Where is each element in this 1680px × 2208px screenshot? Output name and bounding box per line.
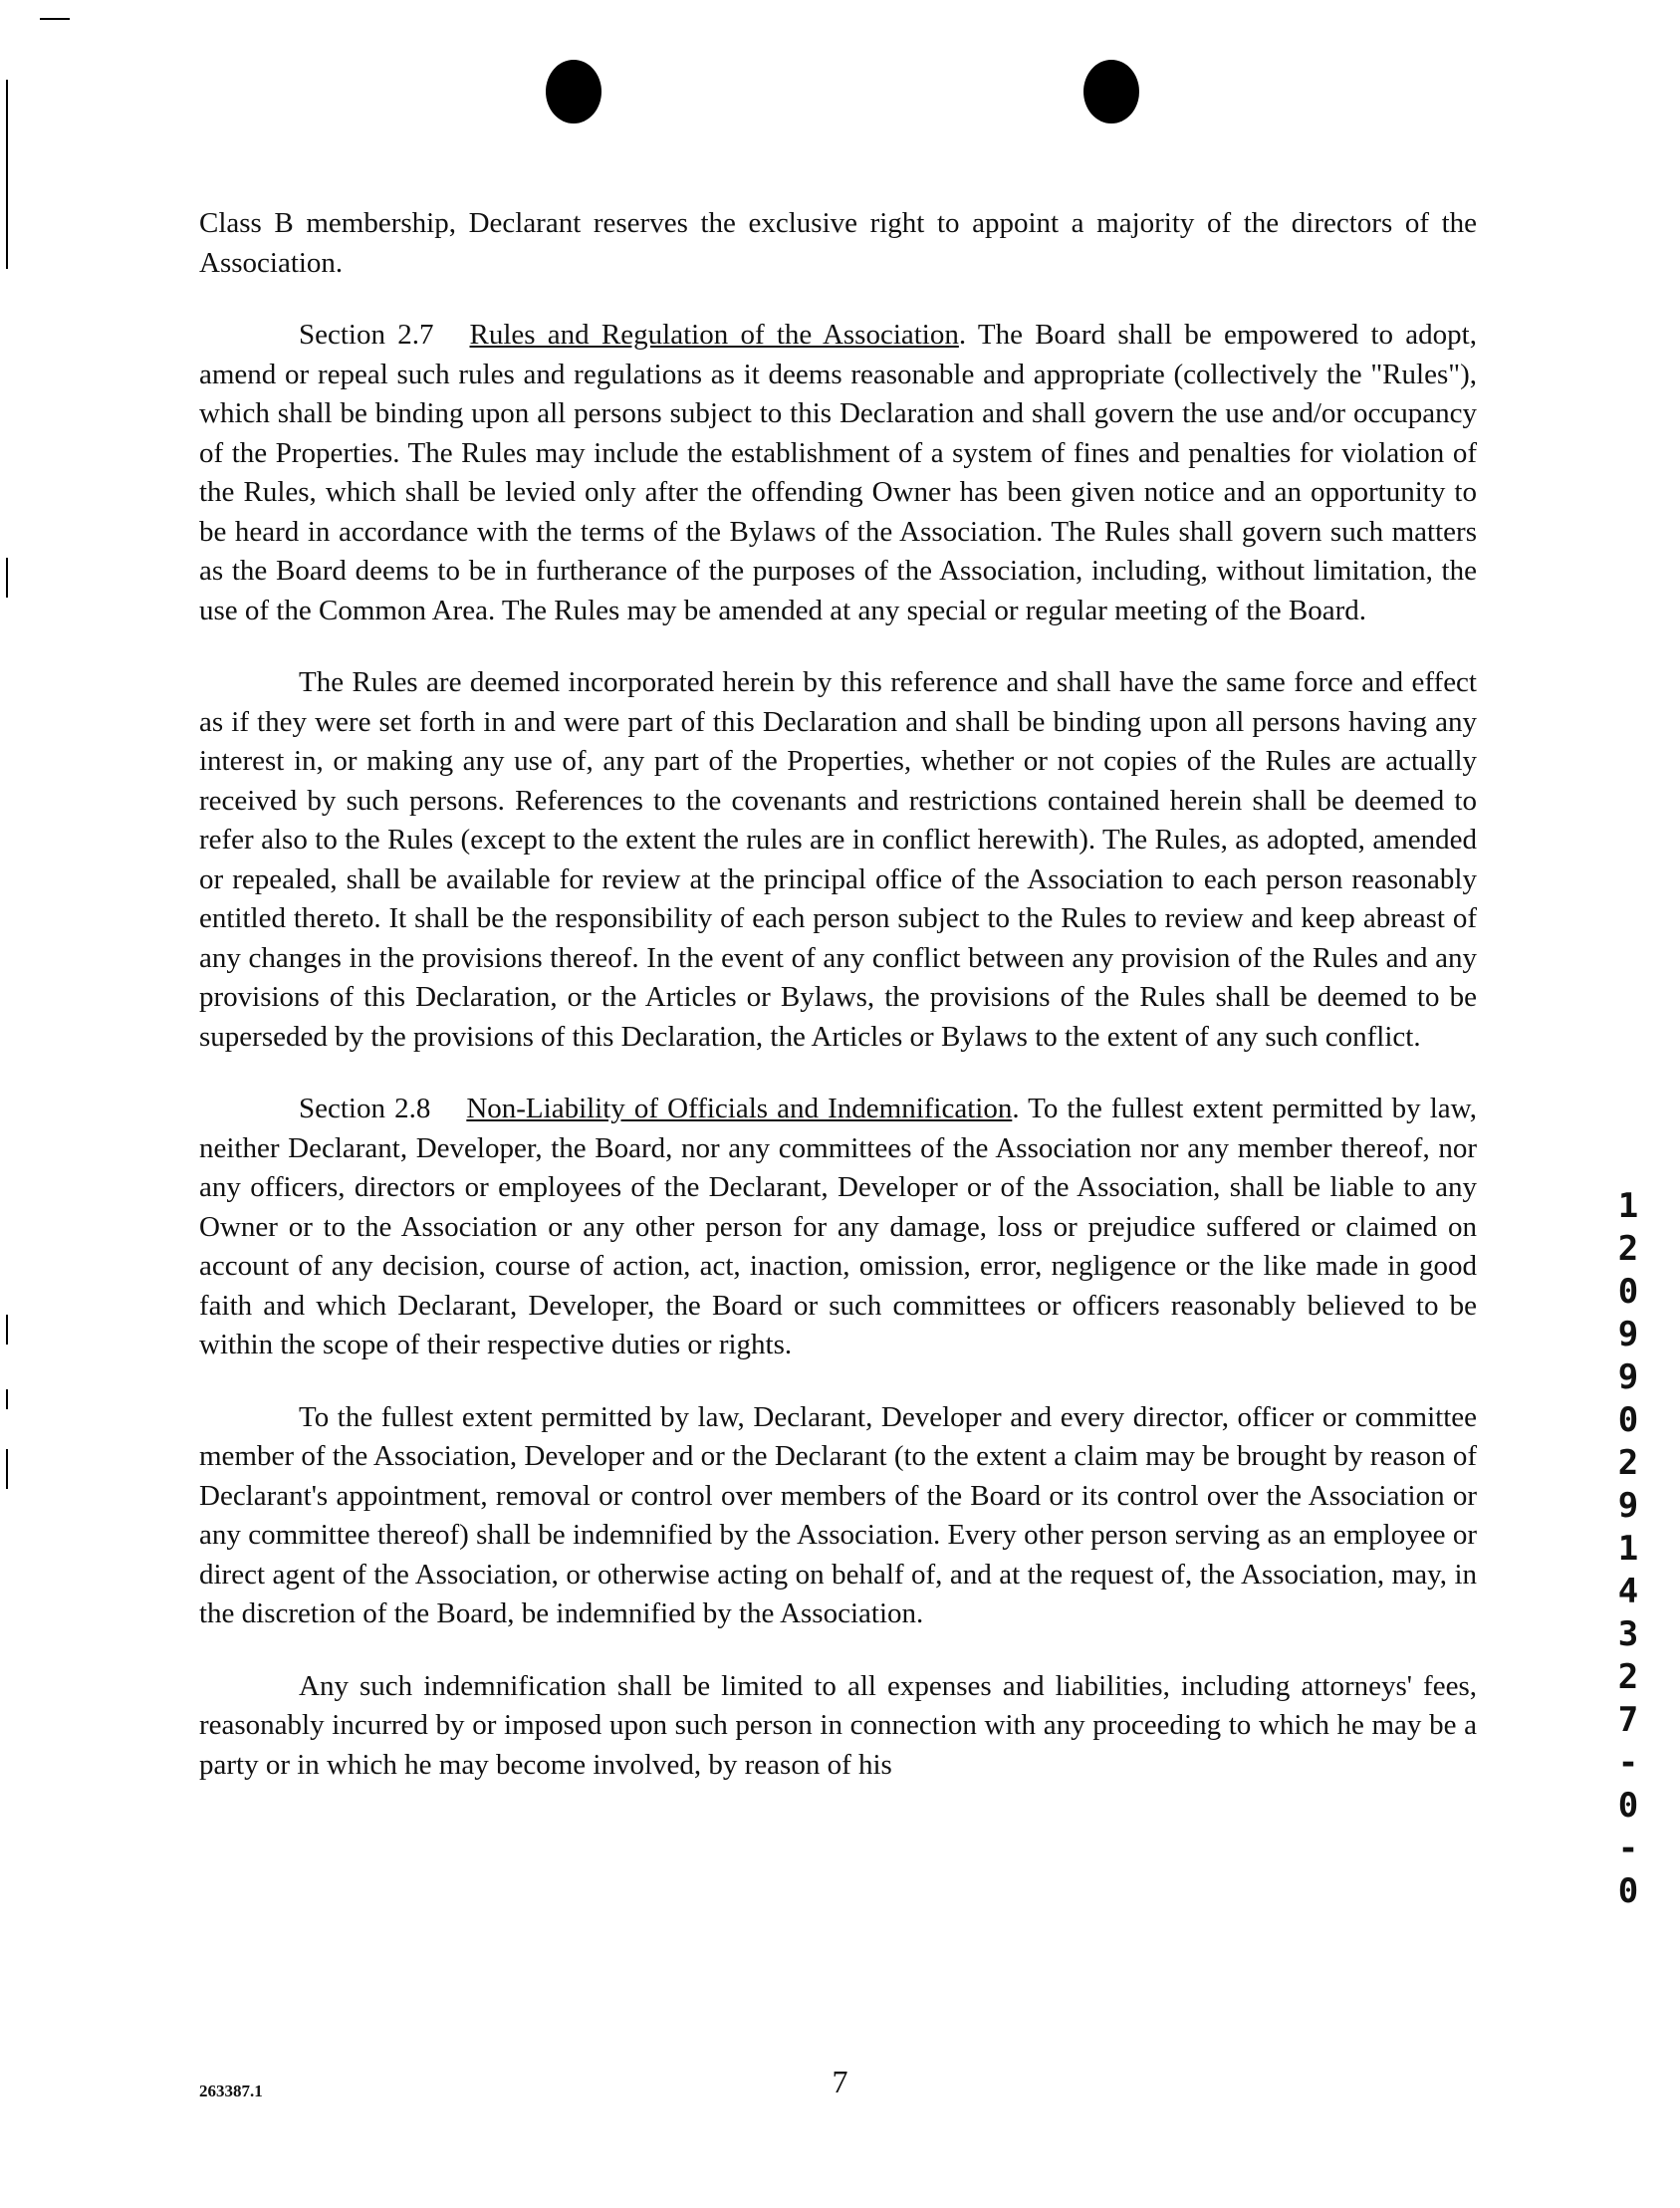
section-2-7-title: Rules and Regulation of the Association [469, 319, 959, 351]
scan-edge-mark [6, 558, 8, 598]
document-body [199, 204, 1477, 1785]
punch-hole-right [1083, 60, 1139, 123]
page-number: 7 [832, 2064, 848, 2099]
section-2-8-paragraph [199, 1090, 1477, 1365]
limitation-paragraph: Any such indemnification shall be limited to all expenses and liabilities, including attorneys' fees, reasonably incurred by or imposed upon such person in connection with any proceeding to which he may be a party or in which he may become involved, by reason of his [199, 1669, 1477, 1781]
section-2-7-body: . The Board shall be empowered to adopt, amend or repeal such rules and regulations as it deems reasonable and appropriate (collectively the "Rules"), which shall be binding upon all persons subject to this Declaration and shall govern the use and/or occupancy of the Properties. The Rules may include the establishment of a system of fines and penalties for violation of the Rules, which shall be levied only after the offending Owner has been given notice and an opportunity to be heard in accordance with the terms of the Bylaws of the Association. The Rules shall govern such matters as the Board deems to be in furtherance of the purposes of the Association, including, without limitation, the use of the Common Area. The Rules may be amended at any special or regular meeting of the Board. [199, 319, 1477, 626]
scan-edge-mark [6, 80, 8, 269]
section-2-8-title: Non-Liability of Officials and Indemnification [466, 1093, 1013, 1124]
scan-edge-mark [6, 1449, 8, 1489]
scan-edge-mark [6, 1389, 8, 1409]
scan-mark [40, 18, 70, 20]
document-id: 263387.1 [199, 2082, 263, 2100]
section-2-7-paragraph [199, 316, 1477, 630]
rules-paragraph: The Rules are deemed incorporated herein by this reference and shall have the same force and effect as if they were set forth in and were part of this Declaration and shall be binding upon all persons having any interest in, or making any use of, any part of the Properties, whether or not copies of the Rules are actually received by such persons. References to the covenants and restrictions contained herein shall be deemed to refer also to the Rules (except to the extent the rules are in conflict herewith). The Rules, as adopted, amended or repealed, shall be available for review at the principal office of the Association to each person reasonably entitled thereto. It shall be the responsibility of each person subject to the Rules to review and keep abreast of any changes in the provisions thereof. In the event of any conflict between any provision of the Rules and any provisions of this Declaration, or the Articles or Bylaws, the provisions of the Rules shall be deemed to be superseded by the provisions of this Declaration, the Articles or Bylaws to the extent of any such conflict. [199, 666, 1477, 1053]
section-2-8-number: Section 2.8 [299, 1093, 431, 1124]
opening-paragraph: Class B membership, Declarant reserves the exclusive right to appoint a majority of the directors of the Association. [199, 207, 1477, 279]
section-2-7-number: Section 2.7 [299, 319, 434, 351]
punch-hole-left [546, 60, 601, 123]
indemnification-paragraph: To the fullest extent permitted by law, Declarant, Developer and every director, officer or committee member of the Association, Developer and or the Declarant (to the extent a claim may be brought by reason of Declarant's appointment, removal or control over members of the Board or its control over the Association or any committee thereof) shall be indemnified by the Association. Every other person serving as an employee or direct agent of the Association, or otherwise acting on behalf of, and at the request of, the Association, may, in the discretion of the Board, be indemnified by the Association. [199, 1400, 1477, 1629]
margin-recording-number: 1209902914327-0-0 [1617, 1186, 1639, 1911]
scan-edge-mark [6, 1315, 8, 1345]
section-2-8-body: . To the fullest extent permitted by law, neither Declarant, Developer, the Board, nor any committees of the Association nor any member thereof, nor any officers, directors or employees of the Declarant, Developer or of the Association, shall be liable to any Owner or to the Association or any other person for any damage, loss or prejudice suffered or claimed on account of any decision, course of action, act, inaction, omission, error, negligence or the like made in good faith and which Declarant, Developer, the Board or such committees or officers reasonably believed to be within the scope of their respective duties or rights. [199, 1093, 1477, 1360]
